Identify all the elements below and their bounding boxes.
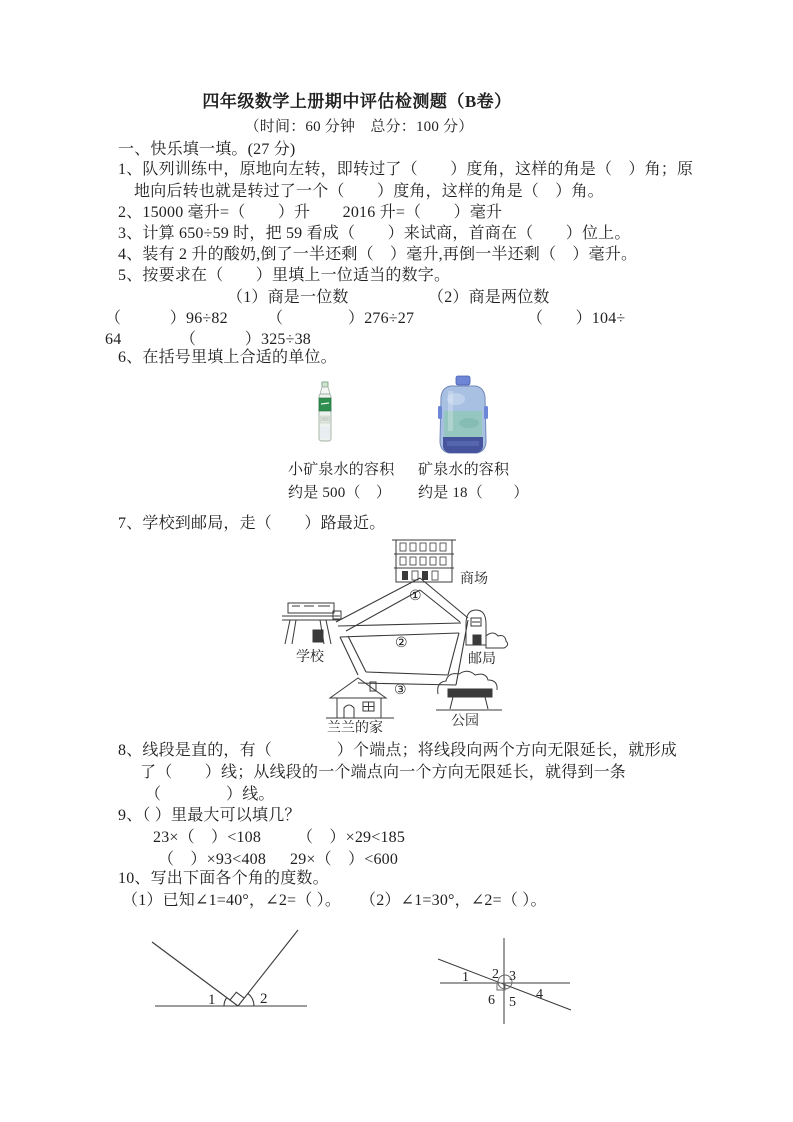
- map-label-park: 公园: [451, 714, 479, 729]
- map-route-3-badge: ③: [394, 683, 407, 698]
- post-office-icon: [466, 610, 508, 648]
- page-subtitle: （时间：60 分钟 总分：100 分）: [244, 119, 474, 135]
- question-5: 5、按要求在（ ）里填上一位适当的数字。: [118, 267, 451, 284]
- question-9-expr-3: （ ）×93<408: [158, 851, 267, 868]
- question-8-line-1: 8、线段是直的，有（ ）个端点；将线段向两个方向无限延长，就形成: [118, 742, 678, 759]
- map-label-mall: 商场: [460, 572, 488, 587]
- angle-2-label: 2: [260, 991, 268, 1007]
- angle-4-label: 4: [536, 987, 543, 1002]
- map-route-2-badge: ②: [395, 636, 408, 651]
- question-10: 10、写出下面各个角的度数。: [118, 870, 329, 887]
- route-map-figure: [280, 532, 530, 737]
- road-network: [336, 578, 468, 685]
- angle-2-label: 2: [492, 967, 499, 982]
- mall-building-icon: [392, 540, 456, 582]
- small-bottle-caption-line-1: 小矿泉水的容积: [288, 462, 395, 478]
- big-bottle-caption-line-1: 矿泉水的容积: [418, 462, 510, 478]
- school-building-icon: [282, 603, 341, 644]
- question-10-part-1: （1）已知∠1=40°，∠2=（ ）。: [122, 892, 342, 909]
- question-10-part-2: （2）∠1=30°，∠2=（ ）。: [360, 892, 547, 909]
- question-7: 7、学校到邮局，走（ ）路最近。: [118, 515, 386, 532]
- angle-5-label: 5: [509, 995, 516, 1010]
- angle-1-label: 1: [208, 992, 216, 1008]
- question-9-expr-4: 29×（ ）<600: [290, 851, 399, 868]
- question-9-expr-2: （ ）×29<185: [297, 829, 406, 846]
- question-9: 9、（ ）里最大可以填几？: [118, 807, 301, 824]
- angle-3-label: 3: [509, 969, 516, 984]
- map-label-post-office: 邮局: [468, 652, 496, 667]
- big-bottle-caption-line-2: 约是 18（ ）: [418, 485, 529, 501]
- small-water-bottle-figure: [314, 380, 336, 444]
- question-5-case-1: （1）商是一位数: [227, 289, 349, 306]
- map-route-1-badge: ①: [409, 589, 422, 604]
- small-bottle-caption-line-2: 约是 500（ ）: [288, 485, 392, 501]
- question-5-item-4: （ ）325÷38: [180, 331, 311, 348]
- angle-figure-right: [425, 928, 585, 1028]
- park-bench-icon: [436, 671, 502, 710]
- angle-1-label: 1: [462, 970, 469, 985]
- question-5-item-3-wrap: 64: [105, 331, 122, 348]
- question-5-case-2: （2）商是两位数: [428, 289, 550, 306]
- question-5-item-3: （ ）104÷: [527, 310, 626, 327]
- question-1-line-2: 地向后转也就是转过了一个（ ）度角，这样的角是（ ）角。: [134, 183, 604, 200]
- question-2: 2、15000 毫升=（ ）升 2016 升=（ ）毫升: [118, 204, 503, 221]
- map-label-school: 学校: [296, 650, 324, 665]
- question-5-item-1: （ ）96÷82: [105, 310, 228, 327]
- question-1-line-1: 1、队列训练中，原地向左转，即转过了（ ）度角，这样的角是（ ）角；原: [118, 161, 694, 178]
- big-water-jug-figure: [436, 375, 492, 459]
- question-3: 3、计算 650÷59 时，把 59 看成（ ）来试商，首商在（ ）位上。: [118, 225, 631, 242]
- map-label-lanlan-home: 兰兰的家: [327, 721, 383, 736]
- angle-6-label: 6: [488, 993, 495, 1008]
- question-4: 4、装有 2 升的酸奶,倒了一半还剩（ ）毫升,再倒一半还剩（ ）毫升。: [118, 246, 638, 263]
- question-8-line-2: 了（ ）线；从线段的一个端点向一个方向无限延长，就得到一条: [140, 764, 627, 781]
- question-9-expr-1: 23×（ ）<108: [153, 829, 262, 846]
- question-6: 6、在括号里填上合适的单位。: [118, 349, 337, 366]
- question-8-line-3: （ ）线。: [145, 786, 275, 803]
- section-one-heading: 一、快乐填一填。(27 分): [118, 141, 296, 158]
- question-5-item-2: （ ）276÷27: [267, 310, 415, 327]
- page-title: 四年级数学上册期中评估检测题（B卷）: [202, 92, 512, 111]
- angle-figure-left: [140, 922, 320, 1017]
